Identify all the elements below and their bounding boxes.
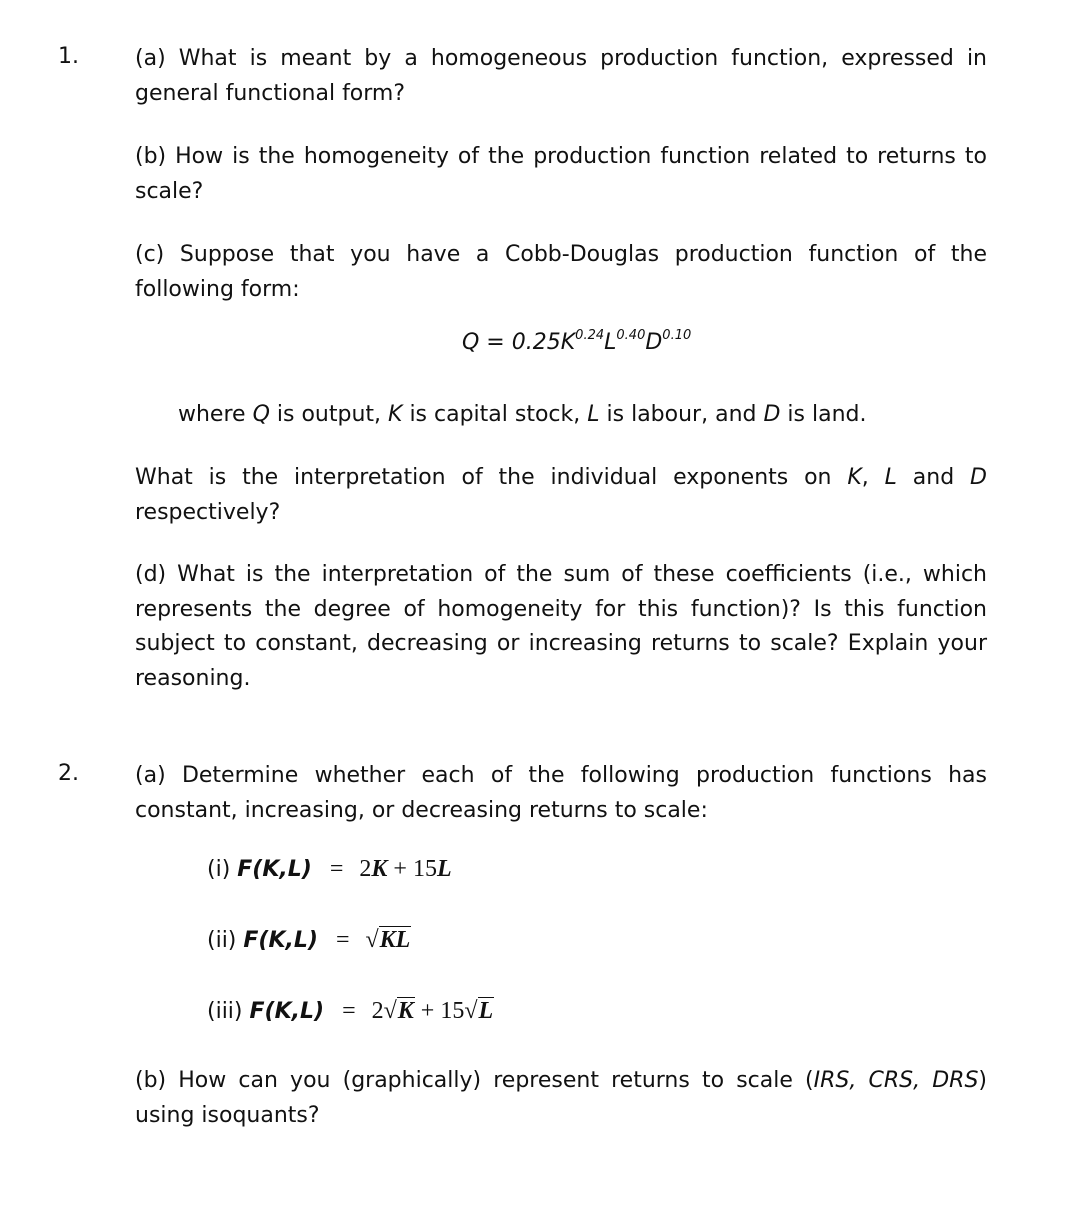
formula-l-exponent: 0.40 [616,327,646,343]
square-root: √K [383,998,414,1024]
cobb-douglas-formula [462,327,692,355]
formula-lhs: Q = 0.25 [462,330,561,355]
formula-d-exponent: 0.10 [662,327,692,343]
formula-k: K [560,330,576,355]
question-1d: (d) What is the interpretation of the sum of these coefficients (i.e., which represents the degree of homogeneity for this function)? Is this function subject to constant, decreasing or increasing returns to scale? Explain your reasoning. [135,562,987,691]
variable-definitions: where Q is output, K is capital stock, L is labour, and D is land. [178,402,867,427]
formula-l: L [604,330,617,355]
question-2b: (b) How can you (graphically) represent returns to scale (IRS, CRS, DRS) using isoquants? [135,1068,988,1128]
exponent-interpretation-question: What is the interpretation of the individual exponents on K, L and D respectively? [135,465,987,525]
square-root: √KL [365,927,411,953]
formula-k-exponent: 0.24 [575,327,605,343]
production-function-ii: (ii) F(K,L) = √KL [207,927,411,953]
question-number-2: 2. [58,761,79,786]
question-1a: (a) What is meant by a homogeneous production function, expressed in general functional form? [135,46,987,106]
square-root: √L [464,998,494,1024]
question-1b: (b) How is the homogeneity of the production function related to returns to scale? [135,144,987,204]
production-function-i: (i) F(K,L) = 2K + 15L [207,856,452,882]
question-2a: (a) Determine whether each of the following production functions has constant, increasing, or decreasing returns to scale: [135,763,987,823]
question-number-1: 1. [58,44,79,69]
formula-d: D [645,330,663,355]
question-1c: (c) Suppose that you have a Cobb-Douglas production function of the following form: [135,242,987,302]
production-function-iii: (iii) F(K,L) = 2√K + 15√L [207,998,494,1024]
